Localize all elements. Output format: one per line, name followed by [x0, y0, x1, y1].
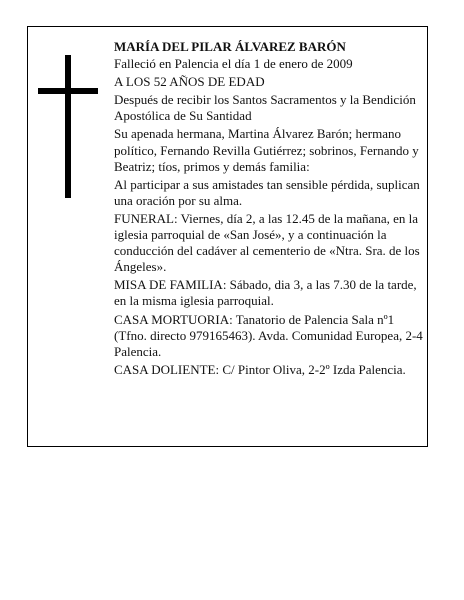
obituary-text — [114, 39, 424, 380]
family-list: Su apenada hermana, Martina Álvarez Barón; hermano político, Fernando Revilla Gutiérrez; sobrinos, Fernando y Beatriz; tíos, primos y demás familia: — [114, 126, 419, 174]
obituary-notice — [27, 26, 428, 447]
age-at-death: A LOS 52 AÑOS DE EDAD — [114, 74, 265, 90]
funeral-home-details: CASA MORTUORIA: Tanatorio de Palencia Sala nº1 (Tfno. directo 979165463). Avda. Comunidad Europea, 2-4 Palencia. — [114, 311, 423, 359]
death-date: Falleció en Palencia el día 1 de enero de 2009 — [114, 56, 353, 72]
cross-horizontal-bar — [38, 88, 98, 94]
deceased-name: MARÍA DEL PILAR ÁLVAREZ BARÓN — [114, 39, 346, 54]
cross-vertical-bar — [65, 55, 71, 198]
family-mass-details: MISA DE FAMILIA: Sábado, dia 3, a las 7.30 de la tarde, en la misma iglesia parroquial. — [114, 277, 417, 309]
funeral-details: FUNERAL: Viernes, día 2, a las 12.45 de la mañana, en la iglesia parroquial de «San José», y a continuación la conducción del cadáver al cementerio de «Ntra. Sra. de los Ángeles». — [114, 210, 420, 275]
latin-cross-icon — [38, 55, 98, 198]
prayer-request: Al participar a sus amistades tan sensible pérdida, suplican una oración por su alma. — [114, 176, 420, 208]
mourning-house-details: CASA DOLIENTE: C/ Pintor Oliva, 2-2º Izda Palencia. — [114, 361, 406, 377]
sacraments-statement: Después de recibir los Santos Sacramentos y la Bendición Apostólica de Su Santidad — [114, 92, 416, 124]
